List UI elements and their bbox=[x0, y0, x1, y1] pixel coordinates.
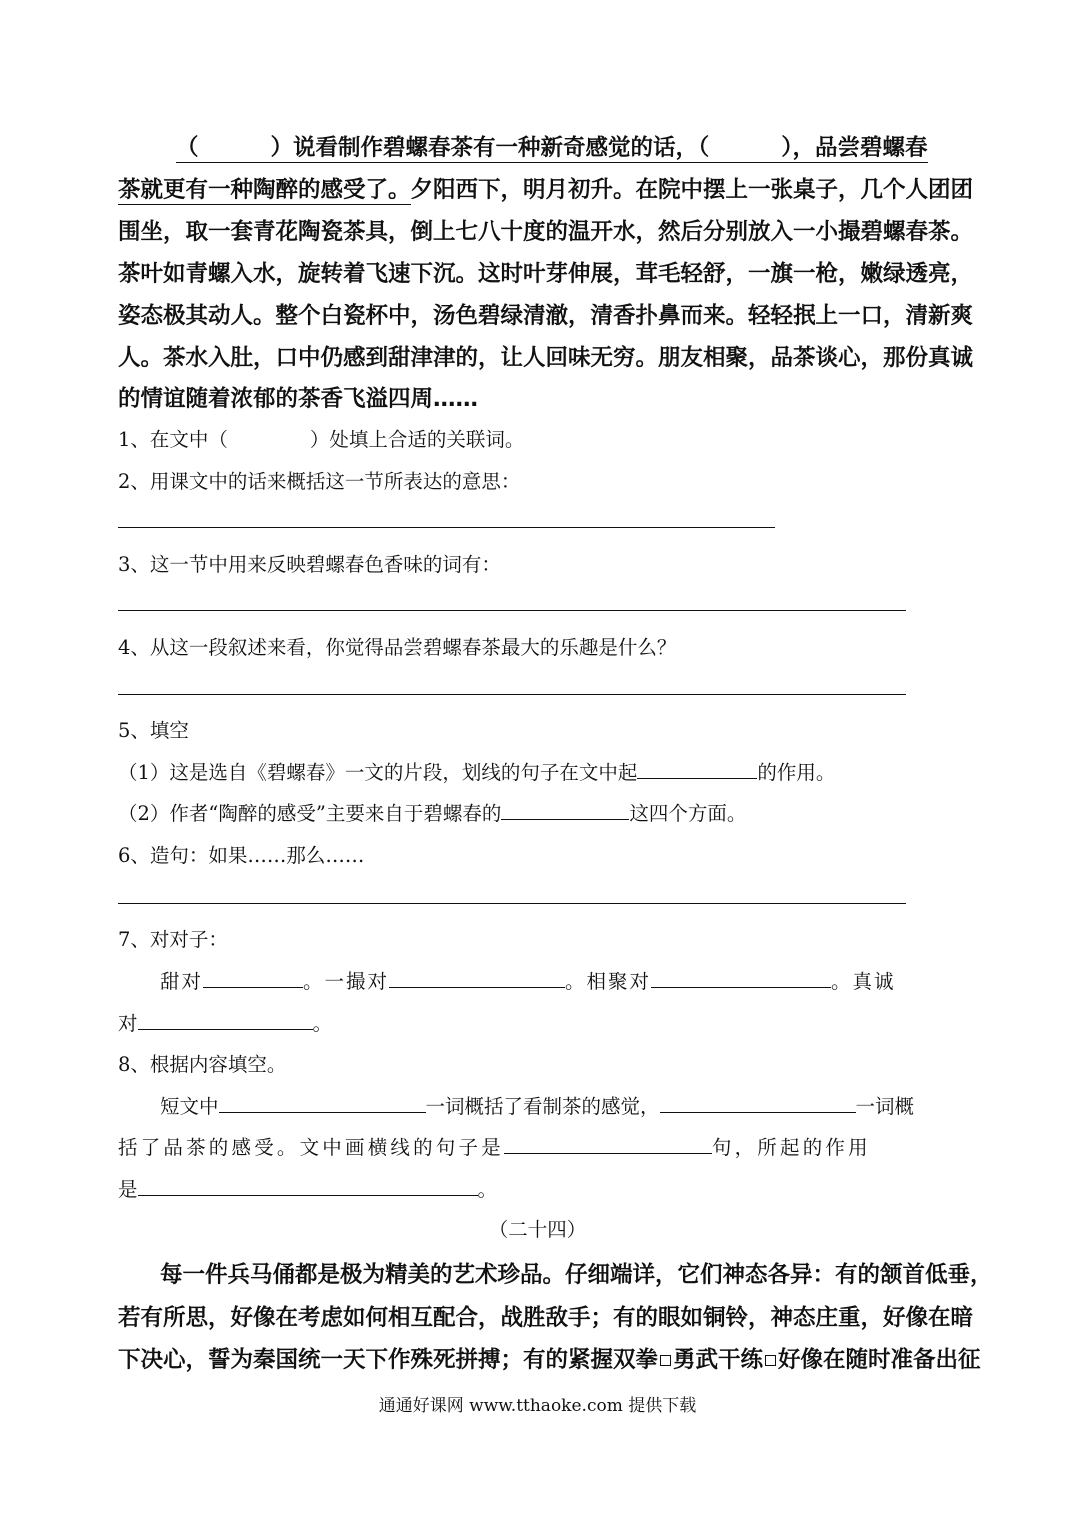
question-5: 5、填空 bbox=[118, 719, 189, 742]
passage-line-3: 围坐，取一套青花陶瓷茶具，倒上七八十度的温开水，然后分别放入一小撮碧螺春茶。 bbox=[118, 219, 974, 245]
passage-line-5: 姿态极其动人。整个白瓷杯中，汤色碧绿清澈，清香扑鼻而来。轻轻抿上一口，清新爽 bbox=[118, 303, 974, 329]
paren-open: （ bbox=[176, 135, 199, 161]
question-6: 6、造句：如果……那么…… bbox=[118, 844, 365, 867]
question-8-line-1: 短文中 一词概括了看制茶的感觉， 一词概 bbox=[160, 1095, 915, 1118]
square-mark bbox=[660, 1355, 671, 1366]
passage-line-1 bbox=[176, 130, 928, 163]
answer-line-6[interactable] bbox=[118, 903, 906, 904]
section24-line-3: 下决心，誓为秦国统一天下作殊死拼搏；有的紧握双拳 勇武干练 好像在随时准备出征 bbox=[118, 1347, 981, 1373]
question-4: 4、从这一段叙述来看，你觉得品尝碧螺春茶最大的乐趣是什么？ bbox=[118, 636, 677, 659]
blank-8-d[interactable] bbox=[138, 1194, 478, 1196]
passage-lead: ）说看制作碧螺春茶有一种新奇感觉的话，（ bbox=[270, 135, 710, 161]
passage-lead-end: ），品尝碧螺春 bbox=[781, 135, 928, 161]
section-heading: （二十四） bbox=[488, 1218, 587, 1241]
section24-line-2: 若有所思，好像在考虑如何相互配合，战胜敌手；有的眼如铜铃，神态庄重，好像在暗 bbox=[118, 1305, 974, 1331]
answer-line-2[interactable] bbox=[118, 527, 775, 528]
question-7: 7、对对子： bbox=[118, 928, 228, 951]
blank-5-1[interactable] bbox=[637, 777, 757, 779]
blank-5-2[interactable] bbox=[501, 818, 629, 820]
blank-8-a[interactable] bbox=[219, 1111, 426, 1113]
blank-7-sincere[interactable] bbox=[138, 1028, 313, 1030]
blank-7-pinch[interactable] bbox=[389, 986, 565, 988]
underlined-sentence: 茶就更有一种陶醉的感受了。 bbox=[118, 172, 411, 205]
passage-line-7: 的情谊随着浓郁的茶香飞溢四周…… bbox=[118, 386, 479, 412]
question-8-line-3: 是 。 bbox=[118, 1178, 498, 1201]
question-8: 8、根据内容填空。 bbox=[118, 1053, 287, 1076]
passage-line-2: 茶就更有一种陶醉的感受了。夕阳西下，明月初升。在院中摆上一张桌子，几个人团团 bbox=[118, 172, 973, 205]
question-8-line-2: 括了品茶的感受。文中画横线的句子是 句，所起的作用 bbox=[118, 1136, 871, 1159]
question-5-2: （2）作者“陶醉的感受”主要来自于碧螺春的 这四个方面。 bbox=[118, 802, 747, 825]
question-1: 1、在文中（ ）处填上合适的关联词。 bbox=[118, 428, 525, 451]
blank-7-gather[interactable] bbox=[651, 986, 831, 988]
question-2: 2、用课文中的话来概括这一节所表达的意思： bbox=[118, 470, 521, 493]
blank-8-c[interactable] bbox=[504, 1152, 712, 1154]
answer-line-4[interactable] bbox=[118, 694, 906, 695]
blank-7-sweet[interactable] bbox=[203, 986, 303, 988]
passage-line-6: 人。茶水入肚，口中仍感到甜津津的，让人回味无穷。朋友相聚，品茶谈心，那份真诚 bbox=[118, 345, 974, 371]
section24-line-1: 每一件兵马俑都是极为精美的艺术珍品。仔细端详，它们神态各异：有的颔首低垂， bbox=[160, 1262, 993, 1288]
question-5-1: （1）这是选自《碧螺春》一文的片段，划线的句子在文中起 的作用。 bbox=[118, 761, 836, 784]
question-3: 3、这一节中用来反映碧螺春色香味的词有： bbox=[118, 553, 501, 576]
passage-line-4: 茶叶如青螺入水，旋转着飞速下沉。这时叶芽伸展，茸毛轻舒，一旗一枪，嫩绿透亮， bbox=[118, 261, 974, 287]
footer-credit: 通通好课网 www.tthaoke.com 提供下载 bbox=[378, 1396, 697, 1416]
answer-line-3[interactable] bbox=[118, 610, 906, 611]
question-7-line-1: 甜对 。一撮对 。相聚对 。真诚 bbox=[160, 970, 896, 993]
square-mark bbox=[765, 1355, 776, 1366]
blank-8-b[interactable] bbox=[660, 1111, 856, 1113]
question-7-line-2: 对 。 bbox=[118, 1012, 333, 1035]
